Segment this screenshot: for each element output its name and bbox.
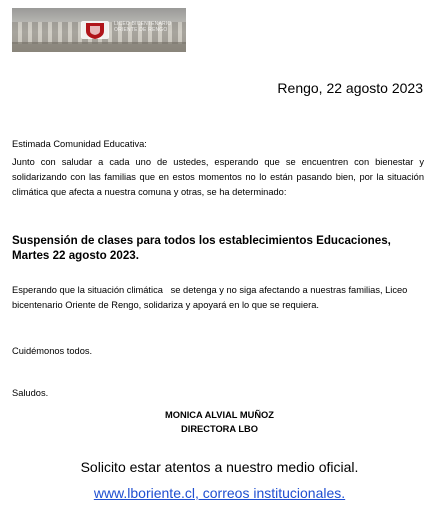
signature-block	[0, 408, 439, 436]
header-banner	[12, 8, 186, 52]
official-website-link[interactable]: www.lboriente.cl, correos institucionales.	[93, 485, 346, 501]
letter-date: Rengo, 22 agosto 2023	[277, 80, 423, 96]
letter-care: Cuidémonos todos.	[12, 346, 93, 356]
letter-greeting: Estimada Comunidad Educativa:	[12, 139, 147, 149]
banner-text-line2: ORIENTE DE RENGO	[114, 27, 168, 33]
banner-text-line1: LICEO BICENTENARIO	[114, 21, 172, 27]
signer-name: MONICA ALVIAL MUÑOZ	[165, 410, 274, 420]
official-link-line	[0, 484, 439, 502]
letter-solidarity: Esperando que la situación climática se detenga y no siga afectando a nuestras familias, Liceo bicentenario Oriente de Rengo, solidariza y apoyará en lo que se requiera.	[12, 285, 410, 310]
official-media-notice: Solicito estar atentos a nuestro medio oficial.	[80, 459, 359, 475]
signer-title: DIRECTORA LBO	[181, 424, 258, 434]
banner-ground	[12, 42, 186, 52]
letter-regards: Saludos.	[12, 388, 49, 398]
school-crest-icon	[80, 19, 110, 41]
banner-text	[114, 21, 182, 33]
letter-intro: Junto con saludar a cada uno de ustedes, esperando que se encuentren con bienestar y solidarizando con las familias que en estos momentos no lo están pasando bien, por la situación climática que afecta a nuestra comuna y otras, se ha determinado:	[12, 157, 424, 197]
suspension-announcement: Suspensión de clases para todos los establecimientos Educaciones, Martes 22 agosto 2023.	[12, 234, 391, 262]
